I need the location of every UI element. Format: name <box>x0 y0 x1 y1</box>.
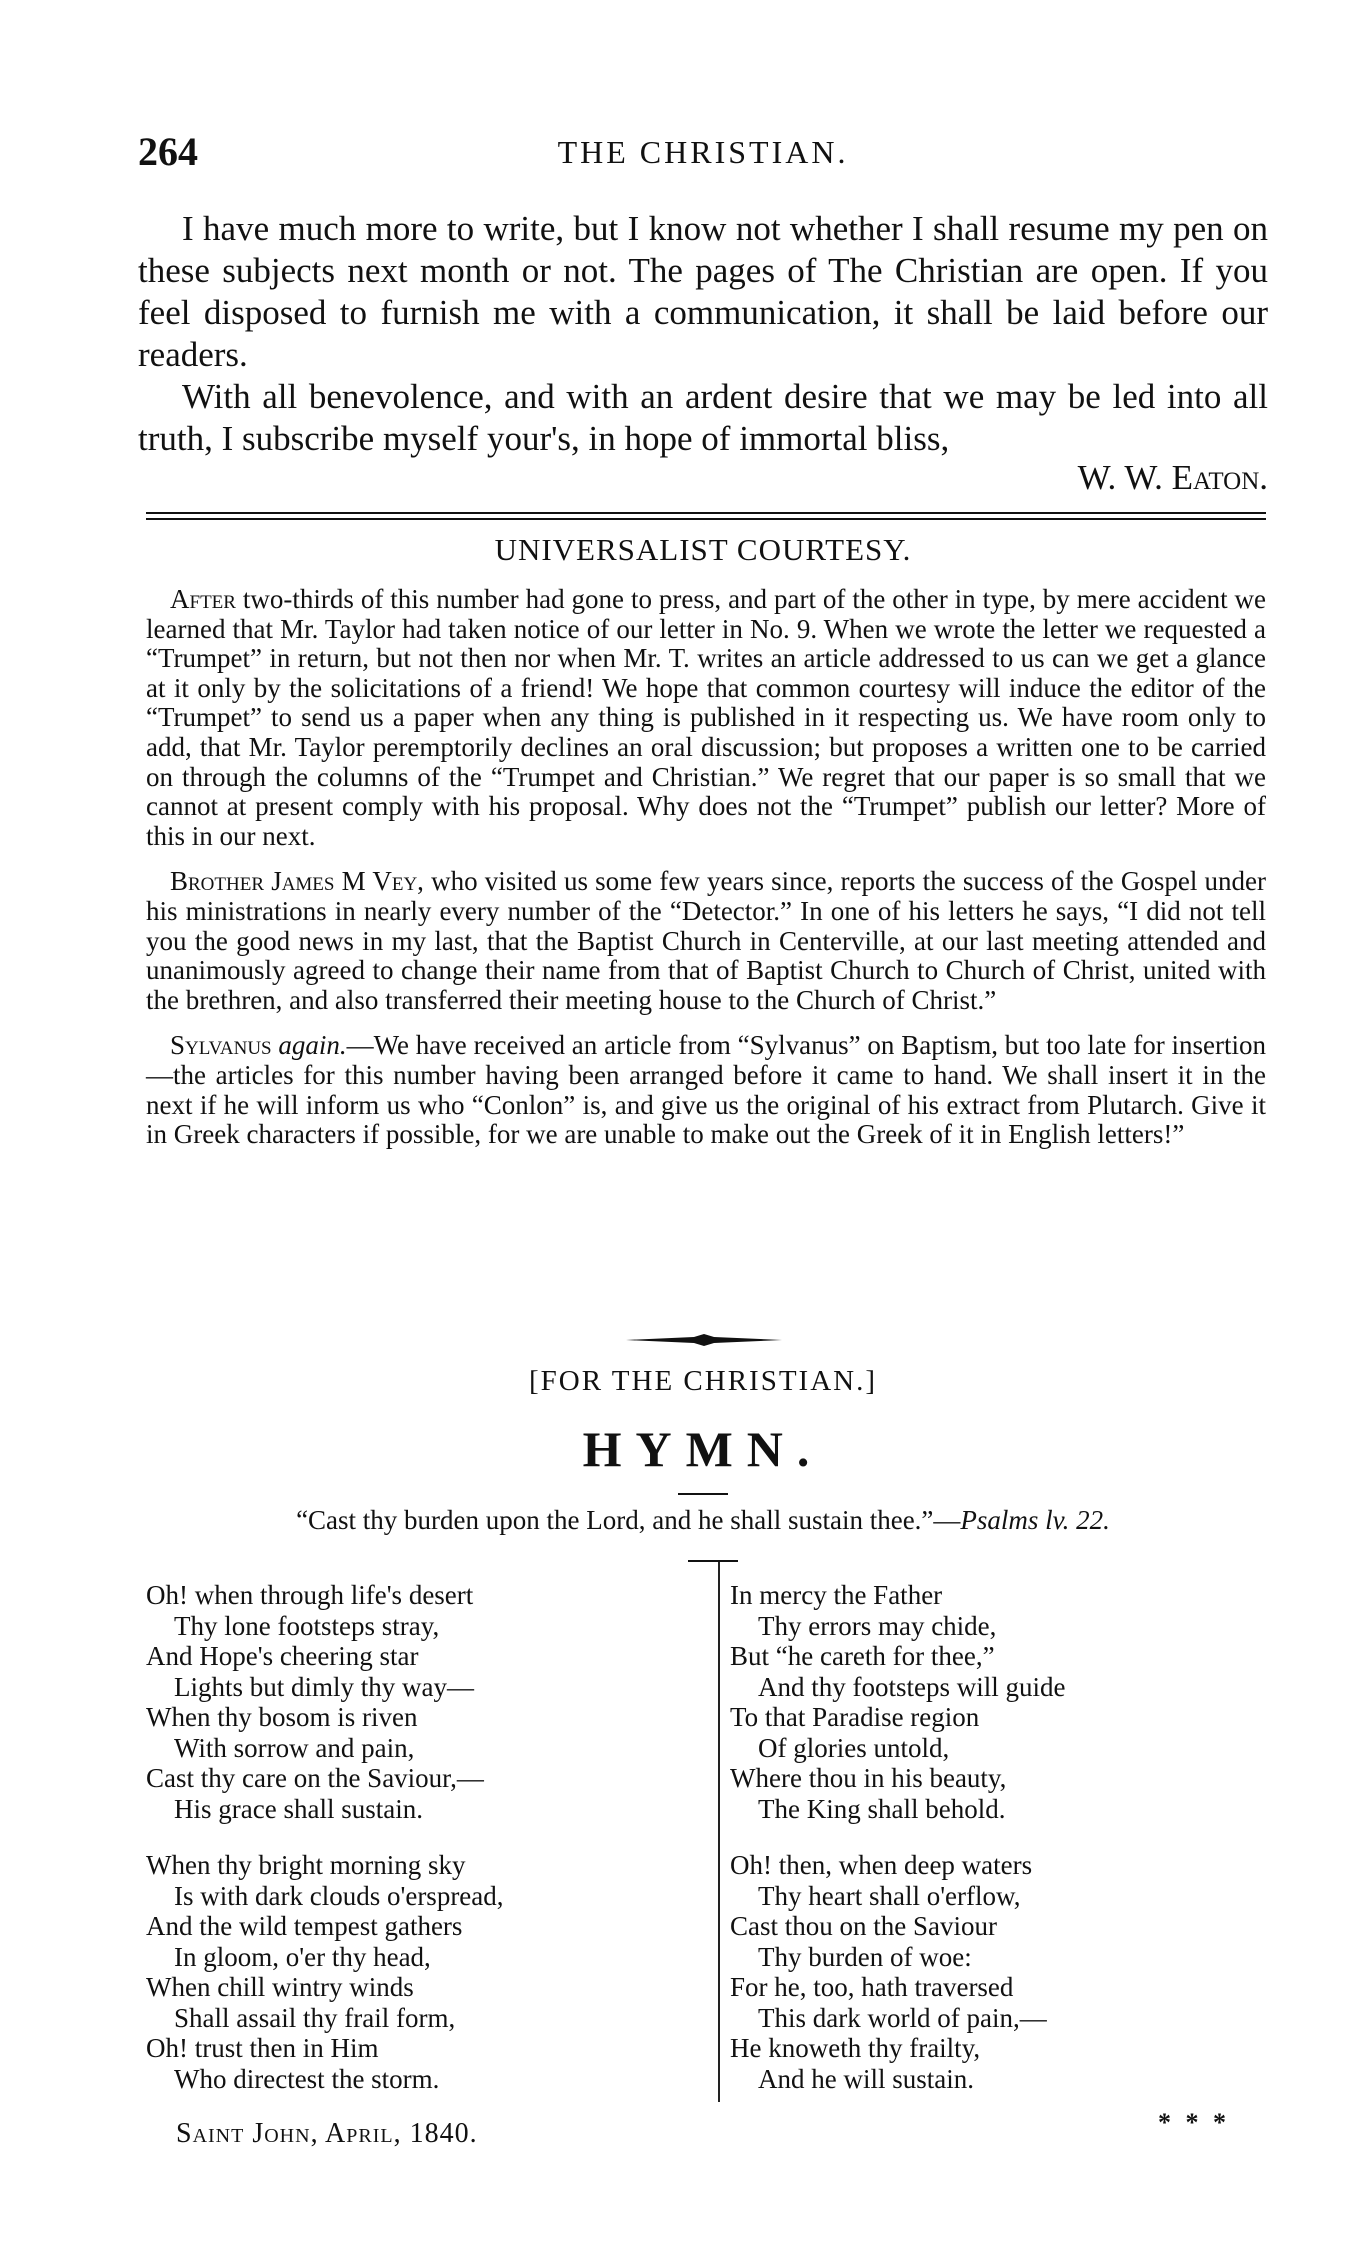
hymn-line: Oh! trust then in Him <box>146 2033 379 2063</box>
hymn-line: His grace shall sustain. <box>174 1793 423 1824</box>
hymn-left-column <box>146 1580 586 2120</box>
hymn-line: In mercy the Father <box>730 1580 943 1610</box>
notice-text: who visited us some few years since, reports the success of the Gospel under his ministrations in nearly every number of the “Detector.” In one of his letters he says, “I did not tell you the good news in my last, that the Baptist Church in Centerville, at our last meeting attended and unanimously agreed to change their name from that of Baptist Church to Church of Christ, united with the brethren, and also transferred their meeting house to the Church of Christ.” <box>146 866 1266 1015</box>
hymn-line: And thy footsteps will guide <box>758 1671 1066 1702</box>
hymn-dateline: Saint John, April, 1840. <box>176 2118 478 2149</box>
for-christian-label: [FOR THE CHRISTIAN.] <box>529 1365 877 1397</box>
hymn-line: When thy bright morning sky <box>146 1850 466 1880</box>
letter-paragraph: With all benevolence, and with an ardent desire that we may be led into all truth, I subscribe myself your's, in hope of immortal bliss, <box>138 377 1268 458</box>
hymn-line: This dark world of pain,— <box>758 2002 1047 2033</box>
ornament-rule <box>624 1333 784 1347</box>
notice-paragraph <box>146 1031 1266 1149</box>
hymn-line: When thy bosom is riven <box>146 1702 418 1732</box>
hymn-line: For he, too, hath traversed <box>730 1972 1014 2002</box>
notice-lead: Brother James M Vey, <box>170 866 424 897</box>
hymn-line: Cast thou on the Saviour <box>730 1911 997 1941</box>
letter-signature: W. W. Eaton. <box>1077 458 1268 497</box>
epigraph-citation: Psalms lv. 22. <box>960 1505 1110 1535</box>
hymn-line: Oh! then, when deep waters <box>730 1850 1033 1880</box>
page-header <box>138 128 1268 178</box>
hymn-stanza <box>730 1580 1170 1824</box>
hymn-line: And he will sustain. <box>758 2063 974 2094</box>
hymn-line: And the wild tempest gathers <box>146 1911 463 1941</box>
section-divider <box>146 512 1266 520</box>
notice-paragraph <box>146 585 1266 851</box>
notice-text: two-thirds of this number had gone to press, and part of the other in type, by mere accident we learned that Mr. Taylor had taken notice of our letter in No. 9. When we wrote the letter we requested a “Trumpet” in return, but not then nor when Mr. T. writes an article addressed to us can we get a glance at it only by the solicitations of a friend! We hope that common courtesy will induce the editor of the “Trumpet” to send us a paper when any thing is published in it respecting us. We have room only to add, that Mr. Taylor peremptorily declines an oral discussion; but proposes a written one to be carried on through the columns of the “Trumpet and Christian.” We regret that our paper is so small that we cannot at present comply with his proposal. Why does not the “Trumpet” publish our letter? More of this in our next. <box>146 584 1266 851</box>
hymn-line: But “he careth for thee,” <box>730 1641 995 1671</box>
hymn-line: Thy heart shall o'erflow, <box>758 1880 1021 1911</box>
hymn-line: Where thou in his beauty, <box>730 1763 1007 1793</box>
notice-lead: After <box>170 584 236 614</box>
hymn-line: Oh! when through life's desert <box>146 1580 474 1610</box>
hymn-epigraph <box>138 1505 1268 1536</box>
hymn-line: Of glories untold, <box>758 1732 950 1763</box>
hymn-title: HYMN. <box>582 1421 824 1477</box>
hymn-line: With sorrow and pain, <box>174 1732 415 1763</box>
hymn-line: He knoweth thy frailty, <box>730 2033 981 2063</box>
hymn-line: Thy burden of woe: <box>758 1941 972 1972</box>
column-divider <box>718 1562 720 2102</box>
hymn-column-rule <box>688 1560 738 1562</box>
hymn-line: Shall assail thy frail form, <box>174 2002 456 2033</box>
hymn-line: And Hope's cheering star <box>146 1641 419 1671</box>
letter-body <box>138 208 1268 460</box>
hymn-line: Thy lone footsteps stray, <box>174 1610 440 1641</box>
notice-lead-italic: again. <box>271 1030 347 1061</box>
hymn-line: Cast thy care on the Saviour,— <box>146 1763 484 1793</box>
hymn-line: Lights but dimly thy way— <box>174 1671 474 1702</box>
author-asterisks: * * * <box>1158 2108 1230 2137</box>
notice-paragraph <box>146 867 1266 1015</box>
hymn-line: The King shall behold. <box>758 1793 1006 1824</box>
hymn-line: Who directest the storm. <box>174 2063 440 2094</box>
running-head: THE CHRISTIAN. <box>557 134 849 170</box>
notice-text: —We have received an article from “Sylvanus” on Baptism, but too late for insertion—the articles for this number having been arranged before it came to hand. We shall insert it in the next if he will inform us who “Conlon” is, and give us the original of his extract from Plutarch. Give it in Greek characters if possible, for we are unable to make out the Greek of it in English letters!” <box>146 1030 1266 1150</box>
editorial-notices <box>146 585 1266 1166</box>
hymn-line: Is with dark clouds o'erspread, <box>174 1880 504 1911</box>
hymn-stanza <box>730 1850 1170 2094</box>
section-title: UNIVERSALIST COURTESY. <box>494 532 912 567</box>
hymn-line: Thy errors may chide, <box>758 1610 997 1641</box>
hymn-title-rule <box>678 1493 728 1495</box>
hymn-line: When chill wintry winds <box>146 1972 414 2002</box>
hymn-line: In gloom, o'er thy head, <box>174 1941 431 1972</box>
epigraph-text: “Cast thy burden upon the Lord, and he shall sustain thee.”— <box>296 1505 961 1535</box>
hymn-stanza <box>146 1580 586 1824</box>
page-number: 264 <box>138 129 198 174</box>
hymn-line: To that Paradise region <box>730 1702 980 1732</box>
hymn-right-column <box>730 1580 1170 2120</box>
hymn-stanza <box>146 1850 586 2094</box>
notice-lead: Sylvanus <box>170 1030 272 1061</box>
letter-paragraph: I have much more to write, but I know not whether I shall resume my pen on these subjects next month or not. The pages of The Christian are open. If you feel disposed to furnish me with a communication, it shall be laid before our readers. <box>138 209 1268 374</box>
